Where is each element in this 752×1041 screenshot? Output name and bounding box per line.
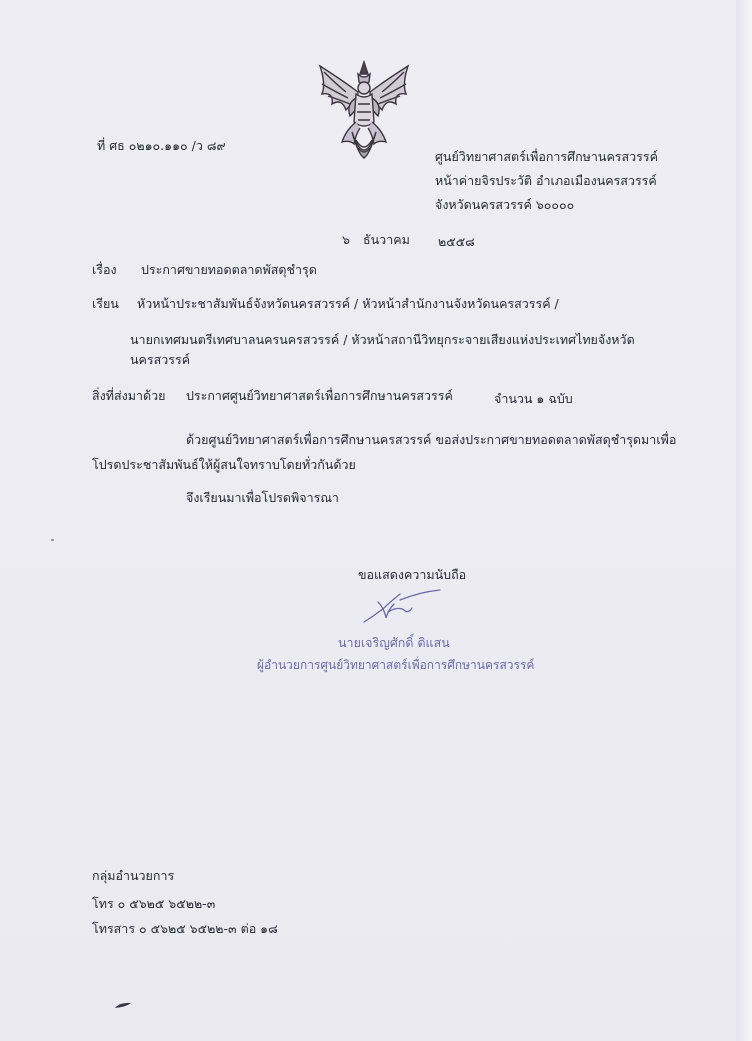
org-address-line-1: ศูนย์วิทยาศาสตร์เพื่อการศึกษานครสวรรค์ [435,149,658,164]
ink-smudge [114,1000,132,1010]
recipient-line-2: นายกเทศมนตรีเทศบาลนครนครสวรรค์ / หัวหน้าสถานีวิทยุกระจายเสียงแห่งประเทศไทยจังหวัด [130,332,635,347]
date-day: ๖ [342,232,350,247]
org-address-line-2: หน้าค่ายจิรประวัติ อำเภอเมืองนครสวรรค์ [435,173,657,188]
closing-salutation: ขอแสดงความนับถือ [358,567,467,582]
date-month: ธันวาคม [363,232,410,247]
signer-name: นายเจริญศักดิ์ ดิแสน [338,635,450,650]
footer-department: กลุ่มอำนวยการ [92,868,175,883]
body-paragraph-line-1: ด้วยศูนย์วิทยาศาสตร์เพื่อการศึกษานครสวรรค์ ขอส่งประกาศขายทอดตลาดพัสดุชำรุดมาเพื่อ [186,432,677,447]
page-edge-shadow [736,0,752,1041]
enclosure-quantity: จำนวน ๑ ฉบับ [494,391,573,406]
subject-label: เรื่อง [92,262,117,277]
recipient-line-1: หัวหน้าประชาสัมพันธ์จังหวัดนครสวรรค์ / หัวหน้าสำนักงานจังหวัดนครสวรรค์ / [137,296,559,311]
enclosure-text: ประกาศศูนย์วิทยาศาสตร์เพื่อการศึกษานครสวรรค์ [186,388,453,403]
closing-request: จึงเรียนมาเพื่อโปรดพิจารณา [186,490,339,505]
enclosure-label: สิ่งที่ส่งมาด้วย [92,388,166,403]
footer-phone: โทร ๐ ๕๖๒๕ ๖๕๒๒-๓ [92,896,216,911]
document-reference-number: ที่ ศธ ๐๒๑๐.๑๑๐ /ว ๘๙ [97,138,226,153]
footer-fax: โทรสาร ๐ ๕๖๒๕ ๖๕๒๒-๓ ต่อ ๑๘ [92,921,278,936]
org-address-line-3: จังหวัดนครสวรรค์ ๖๐๐๐๐ [435,197,575,212]
handwritten-signature [360,588,444,628]
recipient-line-3: นครสวรรค์ [130,352,191,367]
recipient-label: เรียน [92,296,119,311]
paper-speck [51,539,54,541]
garuda-emblem-icon [312,58,416,170]
subject-text: ประกาศขายทอดตลาดพัสดุชำรุด [141,262,317,277]
body-paragraph-line-2: โปรดประชาสัมพันธ์ให้ผู้สนใจทราบโดยทั่วกันด้วย [92,457,356,472]
date-year: ๒๕๕๘ [438,234,475,249]
signer-title: ผู้อำนวยการศูนย์วิทยาศาสตร์เพื่อการศึกษานครสวรรค์ [257,658,535,672]
